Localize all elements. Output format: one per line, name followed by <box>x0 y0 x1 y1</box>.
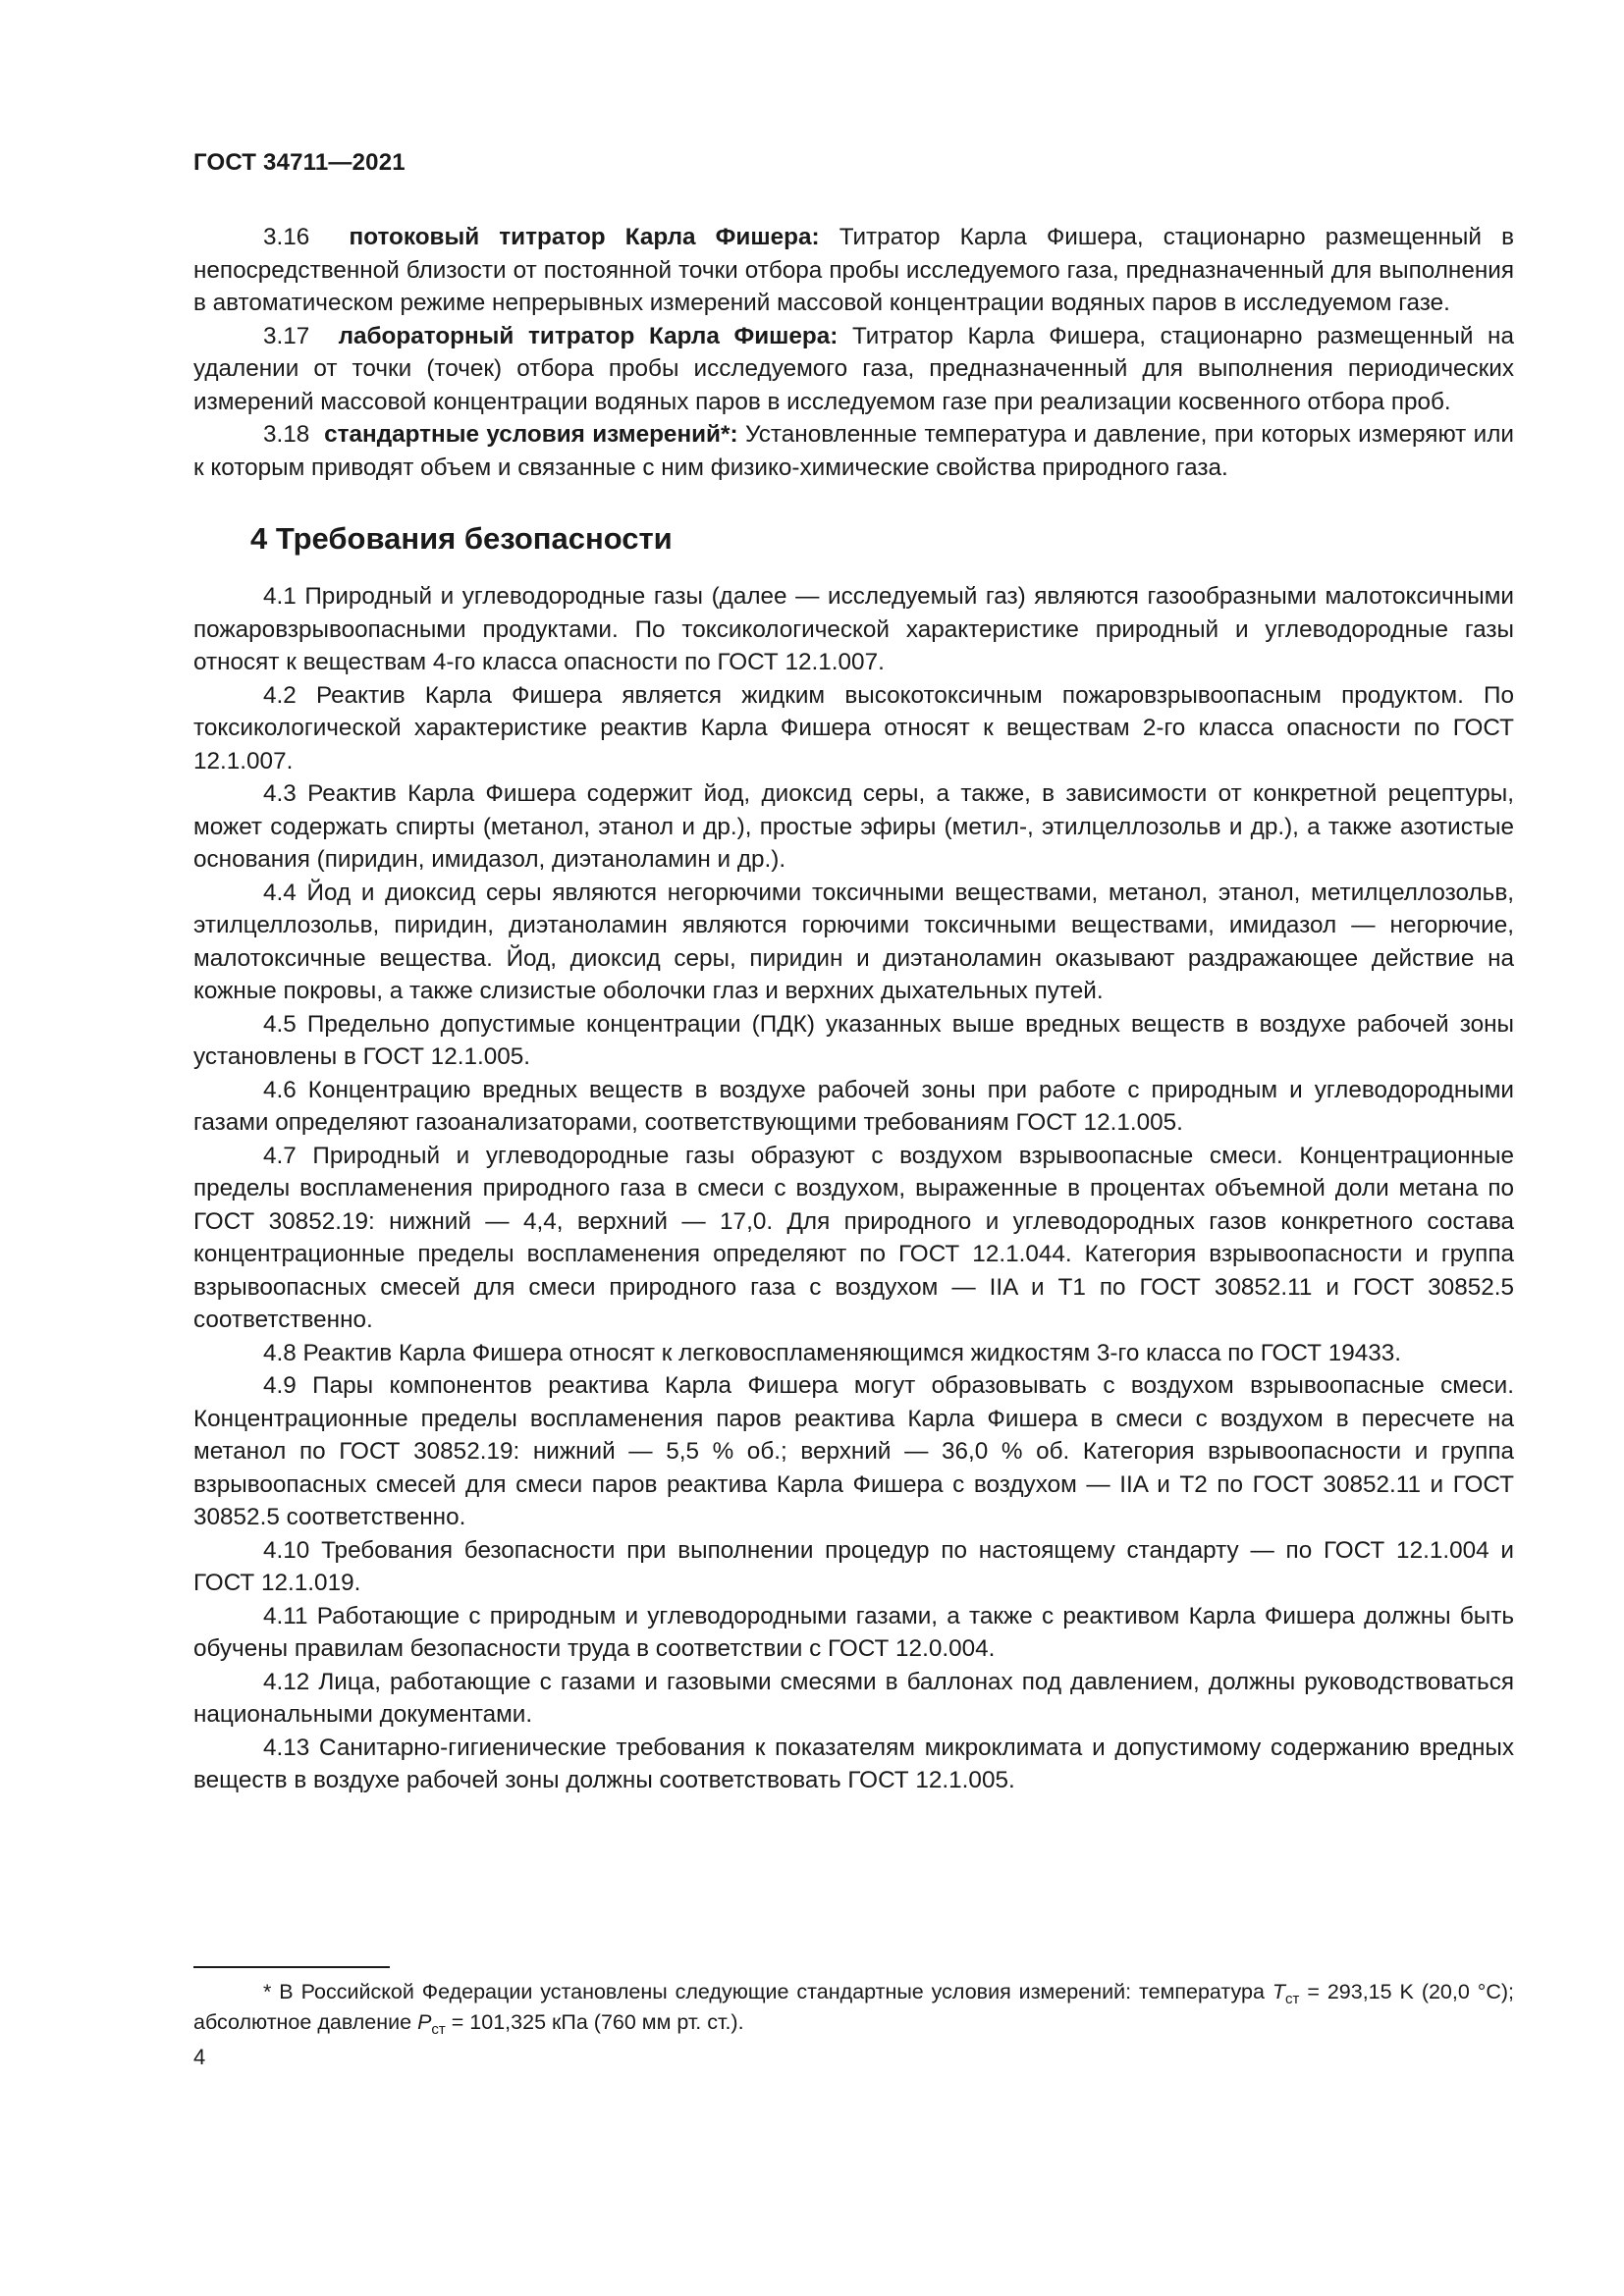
definition-text: Установленные температура и давление, при которых измеряют или к которым приводят объем и связанные с ним физико-химические свойства природного газа. <box>193 421 1514 481</box>
definition-3-16 <box>193 221 1514 320</box>
definition-text: Титратор Карла Фишера, стационарно размещенный в непосредственной близости от постоянной точки отбора пробы исследуемого газа, предназначенный для выполнения в автоматическом режиме непрерывных измерений массовой концентрации водяных паров в исследуемом газе. <box>193 224 1514 316</box>
paragraph-4-9: 4.9 Пары компонентов реактива Карла Фишера могут образовывать с воздухом взрывоопасные смеси. Концентрационные пределы воспламенения паров реактива Карла Фишера в смеси с воздухом в пересчете на метанол по ГОСТ 30852.19: нижний — 5,5 % об.; верхний — 36,0 % об. Категория взрывоопасности и группа взрывоопасных смесей для смеси паров реактива Карла Фишера с воздухом — IIA и T2 по ГОСТ 30852.11 и ГОСТ 30852.5 соответственно. <box>193 1372 1514 1530</box>
paragraph-4-12: 4.12 Лица, работающие с газами и газовыми смесями в баллонах под давлением, должны руководствоваться национальными документами. <box>193 1668 1514 1728</box>
paragraph-4-6: 4.6 Концентрацию вредных веществ в воздухе рабочей зоны при работе с природным и углеводородными газами определяют газоанализаторами, соответствующими требованиям ГОСТ 12.1.005. <box>193 1076 1514 1136</box>
paragraph-4-13: 4.13 Санитарно-гигиенические требования к показателям микроклимата и допустимому содержанию вредных веществ в воздухе рабочей зоны должны соответствовать ГОСТ 12.1.005. <box>193 1734 1514 1793</box>
temperature-symbol: T <box>1272 1980 1286 2003</box>
paragraph-4-3: 4.3 Реактив Карла Фишера содержит йод, диоксид серы, а также, в зависимости от конкретной рецептуры, может содержать спирты (метанол, этанол и др.), простые эфиры (метил-, этилцеллозольв и др.), а также азотистые основания (пиридин, имидазол, диэтаноламин и др.). <box>193 780 1514 873</box>
definition-3-17 <box>193 320 1514 419</box>
document-body <box>193 221 1514 1797</box>
pressure-symbol: P <box>417 2010 432 2034</box>
paragraph-4-8: 4.8 Реактив Карла Фишера относят к легковоспламеняющимся жидкостям 3-го класса по ГОСТ 19433. <box>263 1339 1402 1366</box>
paragraph-4-7: 4.7 Природный и углеводородные газы образуют с воздухом взрывоопасные смеси. Концентрационные пределы воспламенения природного газа в смеси с воздухом, выраженные в процентах объемной доли метана по ГОСТ 30852.19: нижний — 4,4, верхний — 17,0. Для природного и углеводородных газов конкретного состава концентрационные пределы воспламенения определяют по ГОСТ 12.1.044. Категория взрывоопасности и группа взрывоопасных смесей для смеси природного газа с воздухом — IIA и T1 по ГОСТ 30852.11 и ГОСТ 30852.5 соответственно. <box>193 1142 1514 1333</box>
paragraph-4-2: 4.2 Реактив Карла Фишера является жидким высокотоксичным пожаровзрывоопасным продуктом. По токсикологической характеристике реактив Карла Фишера относят к веществам 2-го класса опасности по ГОСТ 12.1.007. <box>193 681 1514 774</box>
paragraph-4-1: 4.1 Природный и углеводородные газы (далее — исследуемый газ) являются газообразными малотоксичными пожаровзрывоопасными продуктами. По токсикологической характеристике природный и углеводородные газы относят к веществам 4-го класса опасности по ГОСТ 12.1.007. <box>193 583 1514 675</box>
document-code: ГОСТ 34711—2021 <box>193 149 406 176</box>
definition-term: потоковый титратор Карла Фишера: <box>349 224 820 250</box>
section-heading: 4 Требования безопасности <box>250 521 673 556</box>
paragraph-4-10: 4.10 Требования безопасности при выполнении процедур по настоящему стандарту — по ГОСТ 12.1.004 и ГОСТ 12.1.019. <box>193 1536 1514 1596</box>
footnote-divider <box>193 1966 390 1968</box>
definition-3-18 <box>193 418 1514 484</box>
definition-term: лабораторный титратор Карла Фишера: <box>338 322 839 349</box>
paragraph-4-11: 4.11 Работающие с природным и углеводородными газами, а также с реактивом Карла Фишера должны быть обучены правилам безопасности труда в соответствии с ГОСТ 12.0.004. <box>193 1602 1514 1662</box>
definition-number: 3.17 <box>263 322 310 349</box>
footnote: * В Российской Федерации установлены следующие стандартные условия измерений: температура $T_{ст} = 293,15$ K (20,0 °C); абсолютное давление $P_{ст} = 101,325$ кПа (760 мм рт. ст.). <box>193 1980 1515 2038</box>
definition-term: стандартные условия измерений*: <box>324 421 738 448</box>
definition-number: 3.16 <box>263 224 310 250</box>
definition-number: 3.18 <box>263 421 310 448</box>
page-number: 4 <box>193 2045 206 2069</box>
definition-text: Титратор Карла Фишера, стационарно размещенный на удалении от точки (точек) отбора пробы исследуемого газа, предназначенный для выполнения периодических измерений массовой концентрации водяных паров в исследуемом газе при реализации косвенного отбора проб. <box>193 322 1514 415</box>
paragraph-4-5: 4.5 Предельно допустимые концентрации (ПДК) указанных выше вредных веществ в воздухе рабочей зоны установлены в ГОСТ 12.1.005. <box>193 1010 1514 1070</box>
paragraph-4-4: 4.4 Йод и диоксид серы являются негорючими токсичными веществами, метанол, этанол, метилцеллозольв, этилцеллозольв, пиридин, диэтаноламин являются горючими токсичными веществами, имидазол — негорючие, малотоксичные вещества. Йод, диоксид серы, пиридин и диэтаноламин оказывают раздражающее действие на кожные покровы, а также слизистые оболочки глаз и верхних дыхательных путей. <box>193 879 1514 1004</box>
